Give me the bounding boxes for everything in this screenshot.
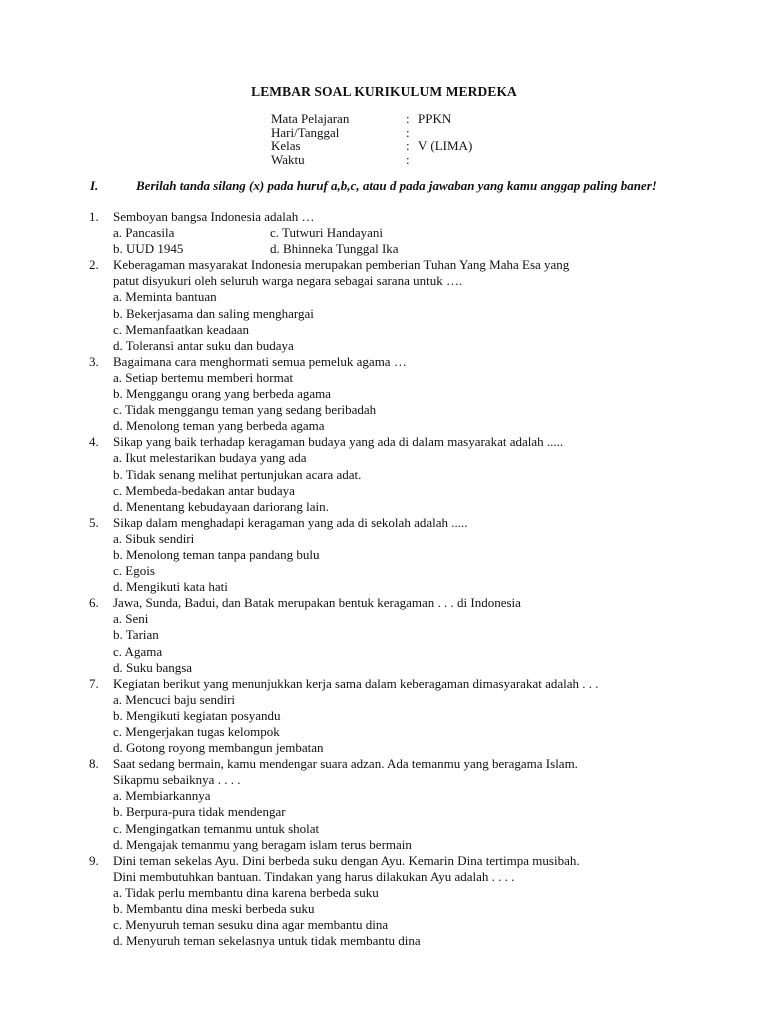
question-item [0, 595, 768, 675]
question-text: Dini teman sekelas Ayu. Dini berbeda suku dengan Ayu. Kemarin Dina tertimpa musibah. [113, 852, 580, 868]
answer-option: c. Menyuruh teman sesuku dina agar membantu dina [113, 917, 389, 933]
question-line [0, 434, 768, 450]
answer-option: b. Membantu dina meski berbeda suku [113, 901, 315, 917]
answer-option: b. Menggangu orang yang berbeda agama [113, 386, 332, 402]
answer-option: c. Membeda-bedakan antar budaya [113, 482, 295, 498]
answer-option: d. Bhinneka Tunggal Ika [270, 241, 399, 257]
document-title: LEMBAR SOAL KURIKULUM MERDEKA [251, 84, 517, 99]
answer-option: a. Setiap bertemu memberi hormat [113, 369, 294, 385]
option-row [0, 531, 768, 547]
question-text: Sikapmu sebaiknya . . . . [113, 772, 241, 788]
answer-option: b. Tidak senang melihat pertunjukan acara adat. [113, 466, 362, 482]
question-number: 6. [89, 595, 99, 611]
option-row [0, 306, 768, 322]
option-row [0, 804, 768, 820]
question-text: Kegiatan berikut yang menunjukkan kerja sama dalam keberagaman dimasyarakat adalah . . . [113, 675, 599, 691]
answer-option: c. Mengingatkan temanmu untuk sholat [113, 820, 320, 836]
meta-value: PPKN [418, 111, 452, 126]
question-item [0, 257, 768, 354]
meta-row-subject [271, 112, 571, 126]
option-row [0, 917, 768, 933]
question-text: Dini membutuhkan bantuan. Tindakan yang harus dilakukan Ayu adalah . . . . [113, 868, 515, 884]
answer-option: d. Menentang kebudayaan dariorang lain. [113, 498, 329, 514]
option-row [0, 724, 768, 740]
answer-option: a. Ikut melestarikan budaya yang ada [113, 450, 307, 466]
meta-label: Mata Pelajaran [271, 111, 350, 126]
question-number: 3. [89, 353, 99, 369]
meta-colon: : [406, 151, 410, 167]
question-number: 4. [89, 434, 99, 450]
question-text: Bagaimana cara menghormati semua pemeluk agama … [113, 353, 407, 369]
question-text: Jawa, Sunda, Badui, dan Batak merupakan bentuk keragaman . . . di Indonesia [113, 595, 521, 611]
question-line [0, 772, 768, 788]
meta-row-date [271, 126, 571, 140]
question-text: Semboyan bangsa Indonesia adalah … [113, 209, 315, 224]
question-item [0, 434, 768, 514]
question-item [0, 515, 768, 595]
meta-label: Kelas [271, 138, 301, 153]
answer-option: b. Berpura-pura tidak mendengar [113, 804, 286, 820]
option-row [0, 450, 768, 466]
answer-option: d. Menyuruh teman sekelasnya untuk tidak membantu dina [113, 933, 421, 949]
option-row [0, 611, 768, 627]
question-text: Sikap yang baik terhadap keragaman budaya yang ada di dalam masyarakat adalah ..... [113, 434, 564, 450]
question-list [0, 209, 768, 949]
question-item [0, 756, 768, 853]
answer-option: c. Memanfaatkan keadaan [113, 321, 250, 337]
question-text: Sikap dalam menghadapi keragaman yang ada di sekolah adalah ..... [113, 514, 468, 530]
option-row [0, 708, 768, 724]
answer-option: c. Tidak menggangu teman yang sedang beribadah [113, 402, 377, 418]
answer-option: c. Agama [113, 643, 163, 659]
question-number: 8. [89, 756, 99, 772]
question-number: 1. [89, 209, 99, 224]
question-line [0, 853, 768, 869]
option-row [0, 467, 768, 483]
question-number: 7. [89, 675, 99, 691]
option-row [0, 644, 768, 660]
answer-option: d. Suku bangsa [113, 659, 193, 675]
option-row [0, 225, 768, 241]
question-number: 5. [89, 514, 99, 530]
answer-option: b. Menolong teman tanpa pandang bulu [113, 546, 320, 562]
option-row [0, 241, 768, 257]
option-row [0, 692, 768, 708]
question-line [0, 257, 768, 273]
option-row [0, 289, 768, 305]
option-row [0, 821, 768, 837]
question-number: 2. [89, 257, 99, 273]
option-row [0, 660, 768, 676]
document-meta [271, 112, 571, 166]
option-row [0, 579, 768, 595]
meta-colon: : [406, 124, 410, 140]
question-item [0, 354, 768, 434]
option-row [0, 933, 768, 949]
section-number: I. [90, 178, 99, 193]
question-item [0, 209, 768, 257]
option-row [0, 627, 768, 643]
answer-option: a. Membiarkannya [113, 788, 211, 804]
section-text: Berilah tanda silang (x) pada huruf a,b,c, atau d pada jawaban yang kamu anggap paling baner! [136, 178, 657, 193]
question-item [0, 853, 768, 950]
meta-colon: : [406, 111, 410, 126]
question-text: Saat sedang bermain, kamu mendengar suara adzan. Ada temanmu yang beragama Islam. [113, 756, 578, 772]
option-row [0, 322, 768, 338]
option-row [0, 563, 768, 579]
answer-option: c. Egois [113, 563, 155, 579]
option-row [0, 885, 768, 901]
question-line [0, 515, 768, 531]
question-item [0, 676, 768, 756]
option-row [0, 740, 768, 756]
option-row [0, 547, 768, 563]
answer-option: b. Bekerjasama dan saling menghargai [113, 305, 314, 321]
question-number: 9. [89, 852, 99, 868]
question-line [0, 595, 768, 611]
answer-option: d. Menolong teman yang berbeda agama [113, 418, 325, 434]
answer-option: a. Meminta bantuan [113, 289, 217, 305]
meta-label: Waktu [271, 151, 305, 167]
answer-option: a. Sibuk sendiri [113, 530, 195, 546]
question-line [0, 209, 768, 225]
section-instruction [90, 178, 690, 194]
option-row [0, 788, 768, 804]
question-line [0, 273, 768, 289]
option-row [0, 837, 768, 853]
option-row [0, 418, 768, 434]
answer-option: c. Mengerjakan tugas kelompok [113, 724, 280, 739]
option-row [0, 386, 768, 402]
meta-row-class [271, 139, 571, 153]
meta-value: V (LIMA) [418, 138, 473, 153]
question-text: patut disyukuri oleh seluruh warga negara sebagai sarana untuk …. [113, 273, 463, 289]
answer-option: b. Tarian [113, 627, 159, 643]
option-row [0, 338, 768, 354]
option-row [0, 370, 768, 386]
answer-option: d. Mengikuti kata hati [113, 579, 228, 595]
answer-option: c. Tutwuri Handayani [270, 225, 384, 241]
answer-option: d. Gotong royong membangun jembatan [113, 740, 324, 756]
question-line [0, 354, 768, 370]
question-line [0, 676, 768, 692]
answer-option: b. UUD 1945 [113, 241, 184, 257]
answer-option: d. Mengajak temanmu yang beragam islam terus bermain [113, 836, 412, 852]
answer-option: a. Mencuci baju sendiri [113, 691, 236, 707]
answer-option: a. Pancasila [113, 225, 175, 241]
option-row [0, 901, 768, 917]
option-row [0, 483, 768, 499]
meta-colon: : [406, 138, 410, 153]
meta-row-time [271, 153, 571, 167]
meta-label: Hari/Tanggal [271, 124, 340, 140]
option-row [0, 402, 768, 418]
answer-option: b. Mengikuti kegiatan posyandu [113, 707, 281, 723]
answer-option: d. Toleransi antar suku dan budaya [113, 337, 294, 353]
question-line [0, 756, 768, 772]
question-text: Keberagaman masyarakat Indonesia merupakan pemberian Tuhan Yang Maha Esa yang [113, 257, 570, 273]
question-line [0, 869, 768, 885]
answer-option: a. Tidak perlu membantu dina karena berbeda suku [113, 884, 379, 900]
answer-option: a. Seni [113, 611, 149, 627]
option-row [0, 499, 768, 515]
